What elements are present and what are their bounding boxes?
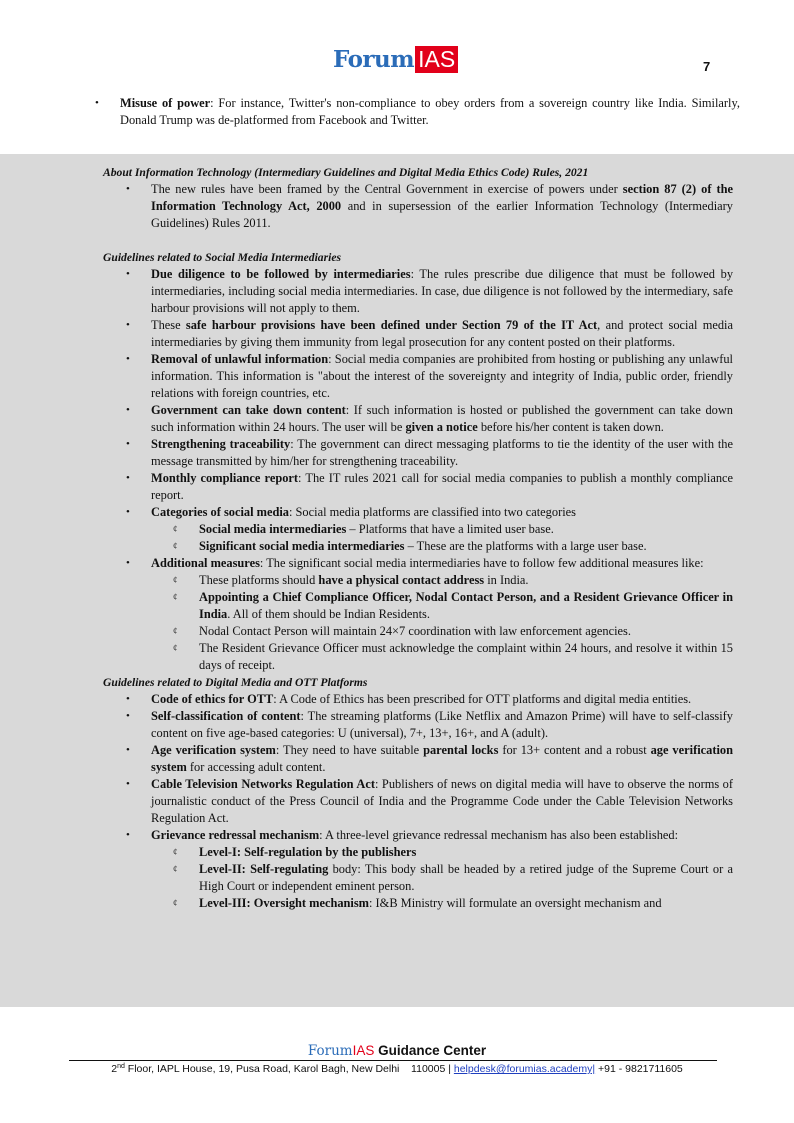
bullet-text: : Social media companies are prohibited from hosting or publishing any unlawful information. This information is "about the interest of the sovereignty and integrity of India, public order, friendly relations with foreign countries, etc. [151,352,733,400]
section-title-digital-media: Guidelines related to Digital Media and OTT Platforms [103,676,368,689]
bullet-text: The new rules have been framed by the Central Government in exercise of powers under [151,182,623,196]
footer-floor-suffix: nd [117,1063,125,1070]
bullet-due-diligence [103,266,733,317]
bullet-heading: Removal of unlawful information [151,352,329,366]
bullet-age-verification [103,742,733,776]
sub-bullet-officers [151,589,733,623]
section-title-about: About Information Technology (Intermediary Guidelines and Digital Media Ethics Code) Rules, 2021 [103,166,589,179]
bullet-text: : The government can direct messaging platforms to tie the identity of the user with the message transmitted by him/her for strengthening traceability. [151,437,733,468]
bullet-additional-measures [103,555,733,674]
sub-bullet-text: . All of them should be Indian Residents. [227,607,430,621]
bullet-text: : The rules prescribe due diligence that must be followed by intermediaries, including social media intermediaries. In case, due diligence is not followed by the intermediary, safe harbour provisions will not apply to them. [151,267,734,315]
bullet-categories [103,504,733,555]
bullet-grievance-mechanism [103,827,733,912]
sub-bullet-heading: Social media intermediaries [199,522,347,536]
bullet-misuse-of-power [95,95,740,129]
sub-bullet-address [151,572,733,589]
bullet-heading: Misuse of power [120,96,211,110]
bullet-monthly-report [103,470,733,504]
bullet-cable-tv-act [103,776,733,827]
bullet-text: for 13+ content and a robust [498,743,651,757]
footer-brand-guidance-center: Guidance Center [374,1043,487,1058]
footer-phone: +91 - 9821711605 [595,1063,683,1075]
bullet-heading: Due diligence to be followed by intermediaries [151,267,411,281]
bullet-bold: given a notice [405,420,478,434]
sub-bullet-text: in India. [484,573,529,587]
page-header [0,44,794,76]
sub-bullet-ssmi [151,538,733,555]
sub-bullet-heading: Level-II: Self-regulating [199,862,329,876]
sub-bullet-text: These platforms should [199,573,319,587]
bullet-text: : For instance, Twitter's non-compliance to obey orders from a sovereign country like India. Similarly, Donald Trump was de-platformed from Facebook and Twitter. [120,96,740,127]
bullet-heading: Age verification system [151,743,276,757]
bullet-safe-harbour [103,317,733,351]
sub-bullet-heading: have a physical contact address [318,573,485,587]
sub-bullet-text: : I&B Ministry will formulate an oversight mechanism and [369,896,662,910]
bullet-text: and in supersession of the earlier Information Technology (Intermediary Guidelines) Rules 2011. [151,199,733,230]
footer-brand-ias: IAS [352,1043,375,1058]
info-box-content [103,164,733,912]
bullet-about-rules [103,181,733,232]
sub-bullet-level-2 [151,861,733,895]
bullet-bold: age verification system [151,743,733,774]
bullet-text: before his/her content is taken down. [477,420,664,434]
bullet-heading: Self-classification of content [151,709,301,723]
footer-divider [69,1060,717,1061]
bullet-text: : The significant social media intermediaries have to follow few additional measures like: [259,556,704,570]
sub-bullet-text: The Resident Grievance Officer must acknowledge the complaint within 24 hours, and resolve it within 15 days of receipt. [199,641,733,672]
sub-bullet-heading: Appointing a Chief Compliance Officer, Nodal Contact Person, and a Resident Grievance Officer in India [199,590,733,621]
bullet-take-down [103,402,733,436]
sub-bullet-text: Nodal Contact Person will maintain 24×7 coordination with law enforcement agencies. [199,624,631,638]
bullet-text: : A Code of Ethics has been prescribed for OTT platforms and digital media entities. [273,692,692,706]
sub-bullet-level-3 [151,895,733,912]
bullet-traceability [103,436,733,470]
footer-brand-forum: Forum [307,1043,353,1059]
bullet-self-classification [103,708,733,742]
sub-bullet-level-1 [151,844,733,861]
logo-forum-text: Forum [333,46,415,73]
bullet-heading: Additional measures [151,556,260,570]
bullet-code-of-ethics [103,691,733,708]
bullet-text: : Social media platforms are classified into two categories [289,505,576,519]
section-title-social-media: Guidelines related to Social Media Intermediaries [103,251,341,264]
bullet-heading: Cable Television Networks Regulation Act [151,777,375,791]
bullet-heading: Monthly compliance report [151,471,299,485]
bullet-heading: safe harbour provisions have been defined under Section 79 of the IT Act [185,318,598,332]
bullet-text: : Publishers of news on digital media will have to observe the norms of journalistic conduct of the Press Council of India and the Programme Code under the Cable Television Networks Regulation Act. [151,777,733,825]
sub-bullet-nodal [151,623,733,640]
bullet-text: : If such information is hosted or published the government can take down such information within 24 hours. The user will be [151,403,733,434]
bullet-text: : The streaming platforms (Like Netflix and Amazon Prime) will have to self-classify content on five age-based categories: U (universal), 7+, 13+, 16+, and A (adult). [151,709,733,740]
bullet-heading: Categories of social media [151,505,289,519]
bullet-heading: Grievance redressal mechanism [151,828,320,842]
bullet-text: These [151,318,186,332]
sub-bullet-heading: Significant social media intermediaries [199,539,405,553]
intro-section [95,95,740,129]
footer-address [0,1062,794,1076]
sub-bullet-heading: Level-I: Self-regulation by the publishers [199,845,417,859]
sub-bullet-grievance-officer [151,640,733,674]
bullet-text: for accessing adult content. [186,760,326,774]
sub-bullet-text: body: This body shall be headed by a retired judge of the Supreme Court or a High Court or independent eminent person. [199,862,733,893]
bullet-bold: parental locks [423,743,499,757]
logo-ias-text: IAS [415,46,458,73]
sub-bullet-smi [151,521,733,538]
page-footer [0,1042,794,1075]
bullet-bold: section 87 (2) of the Information Technology Act, 2000 [151,182,734,213]
sub-bullet-heading: Level-III: Oversight mechanism [199,896,370,910]
bullet-heading: Government can take down content [151,403,346,417]
footer-email-link[interactable]: helpdesk@forumias.academy| [453,1063,596,1075]
forumias-logo [333,46,458,73]
bullet-removal-unlawful [103,351,733,402]
bullet-heading: Strengthening traceability [151,437,291,451]
footer-address-text: Floor, IAPL House, 19, Pusa Road, Karol Bagh, New Delhi 110005 | [124,1063,454,1075]
bullet-heading: Code of ethics for OTT [151,692,274,706]
footer-brand [0,1042,794,1060]
bullet-text: , and protect social media intermediaries by giving them immunity from legal prosecution for any content posted on their platforms. [151,318,733,349]
bullet-text: : The IT rules 2021 call for social media companies to publish a monthly compliance report. [151,471,734,502]
bullet-text: : A three-level grievance redressal mechanism has also been established: [319,828,679,842]
sub-bullet-text: – Platforms that have a limited user base. [346,522,554,536]
sub-bullet-text: – These are the platforms with a large user base. [404,539,647,553]
footer-floor-number: 2 [111,1063,118,1075]
bullet-text: : They need to have suitable [275,743,424,757]
page-number: 7 [703,59,711,74]
